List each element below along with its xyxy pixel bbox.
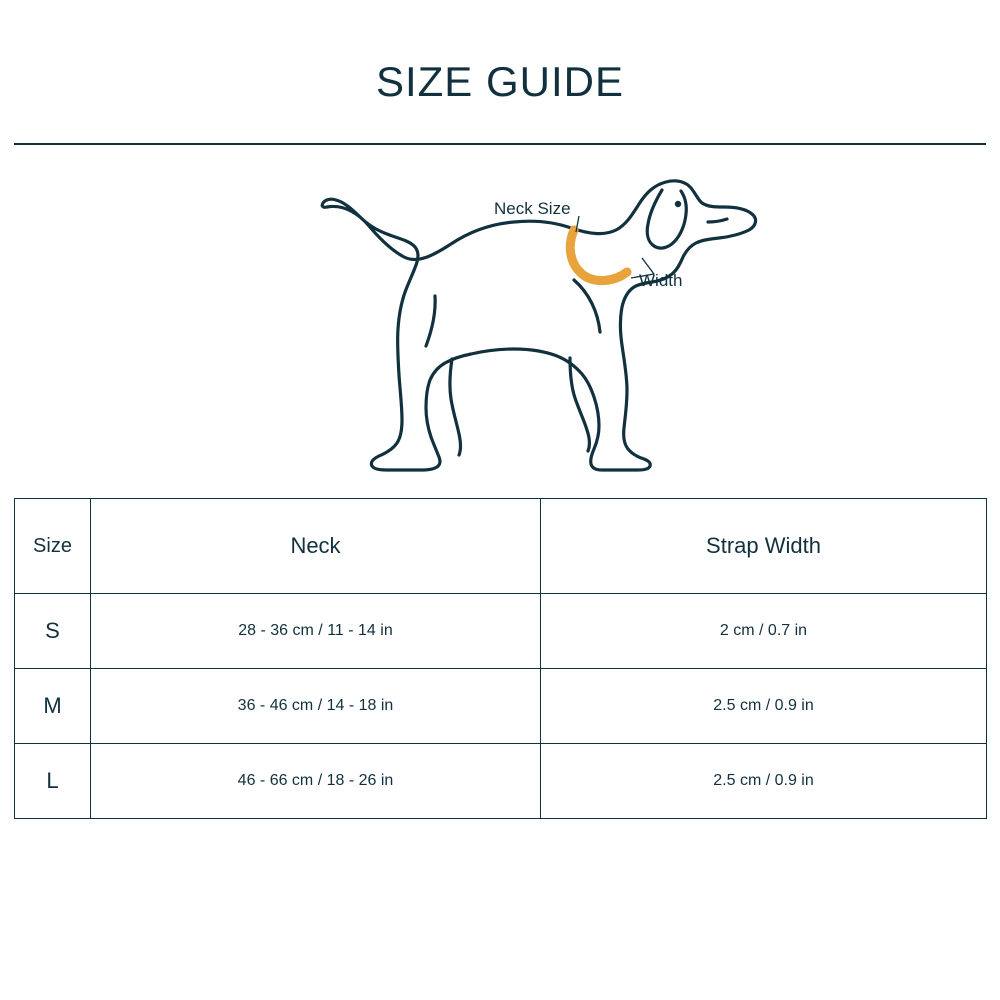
- column-header-neck: Neck: [91, 499, 541, 594]
- cell-strap-width: 2.5 cm / 0.9 in: [541, 744, 987, 819]
- cell-neck: 46 - 66 cm / 18 - 26 in: [91, 744, 541, 819]
- table-row: [15, 669, 987, 744]
- cell-neck: 28 - 36 cm / 11 - 14 in: [91, 594, 541, 669]
- callout-neck-size-label: Neck Size: [494, 199, 571, 218]
- cell-size: L: [15, 744, 91, 819]
- table-row: [15, 594, 987, 669]
- table-row: [15, 744, 987, 819]
- size-table: [14, 498, 987, 819]
- size-table-wrapper: [14, 498, 986, 819]
- cell-strap-width: 2.5 cm / 0.9 in: [541, 669, 987, 744]
- cell-strap-width: 2 cm / 0.7 in: [541, 594, 987, 669]
- size-table-body: [15, 594, 987, 819]
- table-header-row: [15, 499, 987, 594]
- size-table-head: [15, 499, 987, 594]
- column-header-size: Size: [15, 499, 91, 594]
- callout-leader-lines: [576, 216, 654, 278]
- cell-size: S: [15, 594, 91, 669]
- cell-size: M: [15, 669, 91, 744]
- collar-highlight: [570, 230, 627, 281]
- page-title: SIZE GUIDE: [375, 58, 625, 105]
- dog-body-path: [322, 181, 755, 470]
- callout-width-label: Width: [639, 271, 683, 290]
- dog-illustration: [14, 160, 986, 490]
- cell-neck: 36 - 46 cm / 14 - 18 in: [91, 669, 541, 744]
- column-header-strap-width: Strap Width: [541, 499, 987, 594]
- title-divider: [14, 143, 986, 145]
